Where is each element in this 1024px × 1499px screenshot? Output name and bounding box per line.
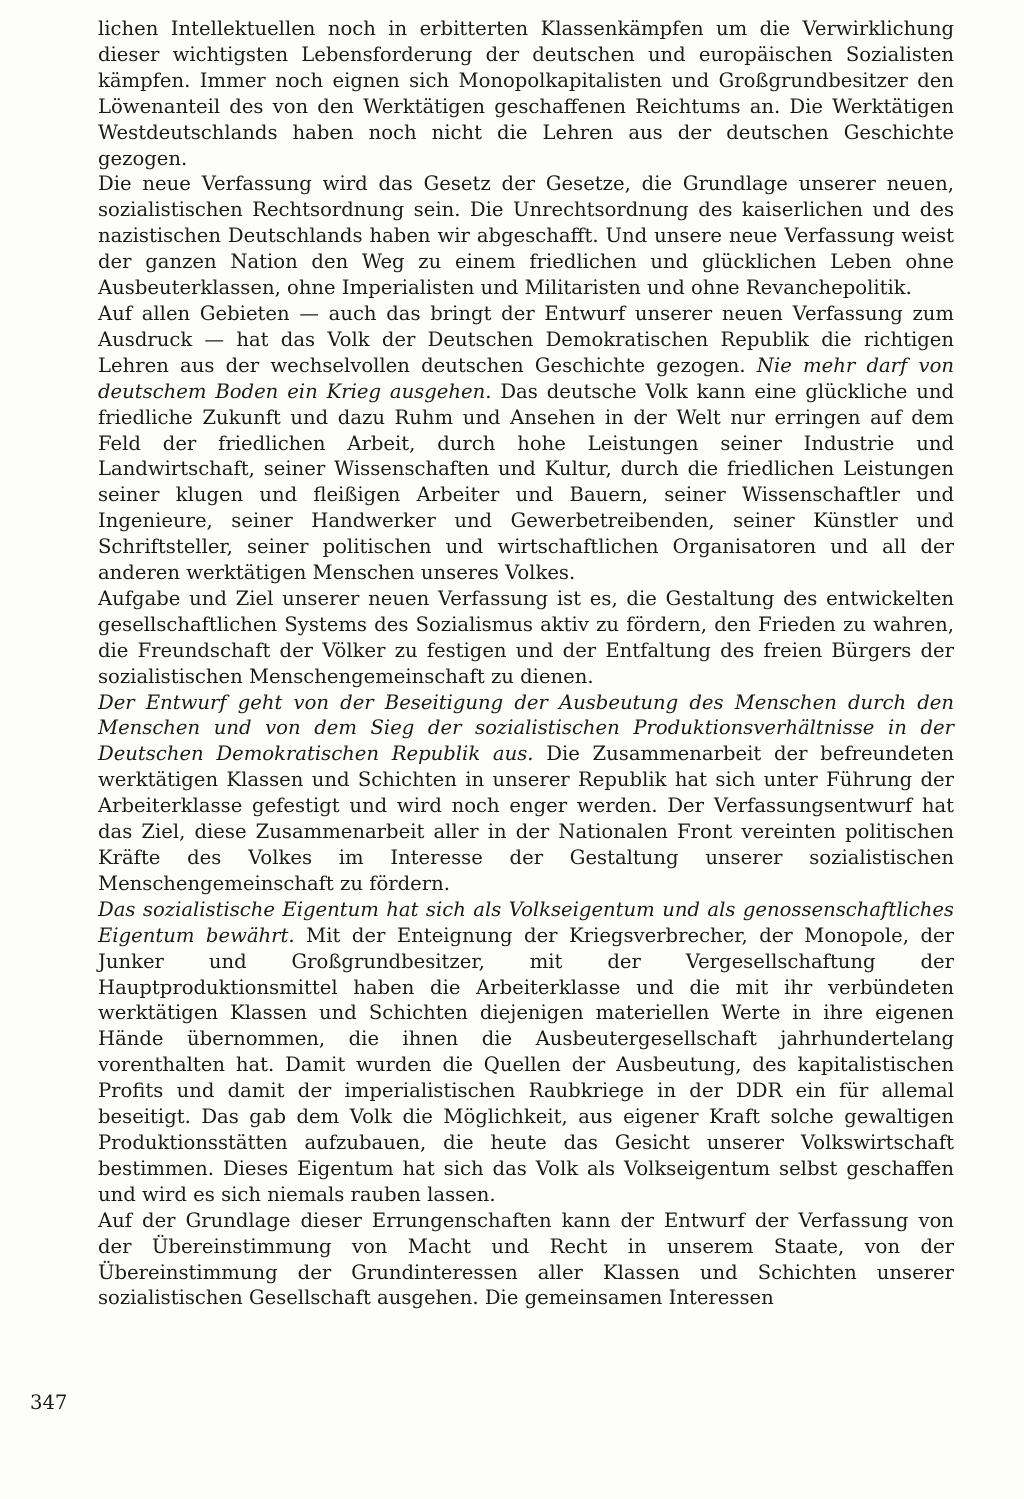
paragraph (98, 171, 954, 301)
paragraph (98, 690, 954, 897)
text-run: Die neue Verfassung wird das Gesetz der Gesetze, die Grundlage unserer neuen, sozialistischen Rechtsordnung sein. Die Unrechtsordnung des kaiserlichen und des nazistischen Deutschlands haben wir abgeschafft. Und unsere neue Verfassung weist der ganzen Nation den Weg zu einem friedlichen und glücklichen Leben ohne Ausbeuterklassen, ohne Imperialisten und Militaristen und ohne Revanchepolitik. (98, 172, 954, 300)
emphasized-text: Nie mehr darf von deutschem Boden ein Krieg ausgehen. (98, 353, 955, 403)
text-run: Aufgabe und Ziel unserer neuen Verfassung ist es, die Gestaltung des entwickelten gesellschaftlichen Systems des Sozialismus aktiv zu fördern, den Frieden zu wahren, die Freundschaft der Völker zu festigen und der Entfaltung des freien Bürgers der sozialistischen Menschengemeinschaft zu dienen. (98, 586, 954, 688)
text-run: Auf der Grundlage dieser Errungenschaften kann der Entwurf der Verfassung von der Übereinstimmung von Macht und Recht in unserem Staate, von der Übereinstimmung der Grundinteressen aller Klassen und Schichten unserer sozialistischen Gesellschaft ausgehen. Die gemeinsamen Interessen (98, 1208, 954, 1310)
text-run: Die Zusammenarbeit der befreundeten werktätigen Klassen und Schichten in unserer Republik hat sich unter Führung der Arbeiterklasse gefestigt und wird noch enger werden. Der Verfassungsentwurf hat das Ziel, diese Zusammenarbeit aller in der Nationalen Front vereinten politischen Kräfte des Volkes im Interesse der Gestaltung unserer sozialistischen Menschengemeinschaft zu fördern. (98, 742, 955, 895)
page-number: 347 (30, 1391, 68, 1414)
paragraph (98, 1208, 954, 1312)
paragraph (98, 586, 954, 690)
text-run: Das deutsche Volk kann eine glückliche und friedliche Zukunft und dazu Ruhm und Ansehen in der Welt nur erringen auf dem Feld der friedlichen Arbeit, durch hohe Leistungen seiner Industrie und Landwirtschaft, seiner Wissenschaften und Kultur, durch die friedlichen Leistungen seiner klugen und fleißigen Arbeiter und Bauern, seiner Wissenschaftler und Ingenieure, seiner Handwerker und Gewerbetreibenden, seiner Künstler und Schriftsteller, seiner politischen und wirtschaftlichen Organisatoren und all der anderen werktätigen Menschen unseres Volkes. (98, 379, 954, 585)
body-text (98, 16, 954, 1311)
paragraph (98, 301, 954, 586)
emphasized-text: Der Entwurf geht von der Beseitigung der Ausbeutung des Menschen durch den Menschen und von dem Sieg der sozialistischen Produktionsverhältnisse in der Deutschen Demokratischen Republik aus. (98, 690, 954, 766)
text-run: lichen Intellektuellen noch in erbitterten Klassenkämpfen um die Verwirklichung dieser wichtigsten Lebensforderung der deutschen und europäischen Sozialisten kämpfen. Immer noch eignen sich Monopolkapitalisten und Großgrundbesitzer den Löwenanteil des von den Werktätigen geschaffenen Reichtums an. Die Werktätigen Westdeutschlands haben noch nicht die Lehren aus der deutschen Geschichte gezogen. (98, 17, 954, 170)
paragraph (98, 897, 954, 1208)
text-run: Auf allen Gebieten — auch das bringt der Entwurf unserer neuen Verfassung zum Ausdruck — hat das Volk der Deutschen Demokratischen Republik die richtigen Lehren aus der wechselvollen deutschen Geschichte gezogen. (98, 301, 954, 377)
text-run: Mit der Enteignung der Kriegsverbrecher, der Monopole, der Junker und Großgrundbesitzer, mit der Vergesellschaftung der Hauptproduktionsmittel haben die Arbeiterklasse und die mit ihr verbündeten werktätigen Klassen und Schichten diejenigen materiellen Werte in ihre eigenen Hände übernommen, die ihnen die Ausbeutergesellschaft jahrhundertelang vorenthalten hat. Damit wurden die Quellen der Ausbeutung, des kapitalistischen Profits und damit der imperialistischen Raubkriege in der DDR ein für allemal beseitigt. Das gab dem Volk die Möglichkeit, aus eigener Kraft solche gewaltigen Produktionsstätten aufzubauen, die heute das Gesicht unserer Volkswirtschaft bestimmen. Dieses Eigentum hat sich das Volk als Volkseigentum selbst geschaffen und wird es sich niemals rauben lassen. (98, 923, 954, 1206)
emphasized-text: Das sozialistische Eigentum hat sich als Volkseigentum und als genossenschaftliches Eigentum bewährt. (98, 897, 954, 947)
paragraph (98, 16, 954, 171)
